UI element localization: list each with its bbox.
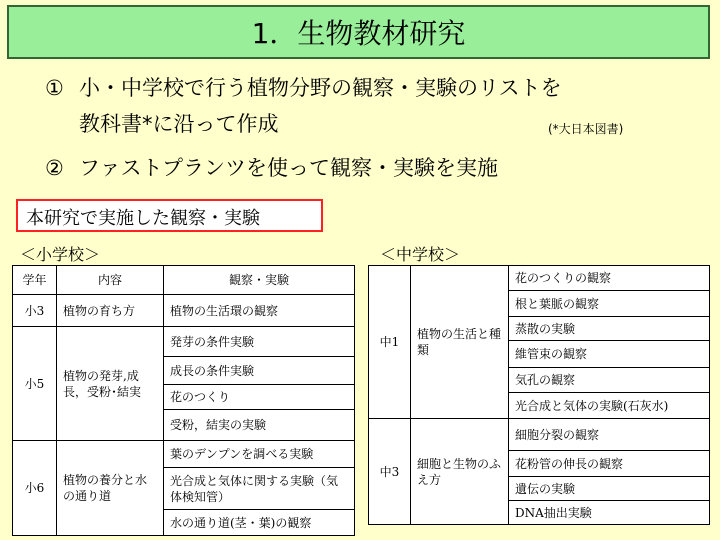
experiment-cell: 根と葉脈の観察 bbox=[509, 291, 710, 317]
content-cell: 細胞と生物のふえ方 bbox=[411, 419, 509, 525]
content-cell: 植物の育ち方 bbox=[57, 295, 164, 327]
item-2-line1: ファストプランツを使って観察・実験を実施 bbox=[79, 156, 498, 180]
experiment-cell: 花粉管の伸長の観察 bbox=[509, 451, 710, 477]
elementary-label: ＜小学校＞ bbox=[20, 245, 101, 264]
experiment-cell: 受粉，結実の実験 bbox=[164, 410, 355, 441]
item-1 bbox=[45, 72, 562, 102]
item-1-number: ① bbox=[45, 76, 64, 100]
experiment-cell: 花のつくり bbox=[164, 385, 355, 410]
table-row bbox=[369, 419, 710, 451]
item-1-line1: 小・中学校で行う植物分野の観察・実験のリストを bbox=[79, 76, 562, 100]
experiment-cell: 維管束の観察 bbox=[509, 341, 710, 368]
item-2-number: ② bbox=[45, 156, 64, 180]
highlight-box: 本研究で実施した観察・実験 bbox=[16, 199, 323, 232]
grade-cell: 中1 bbox=[369, 266, 411, 419]
content-cell: 植物の生活と種類 bbox=[411, 266, 509, 419]
table-row bbox=[13, 327, 355, 357]
junior-label: ＜中学校＞ bbox=[380, 245, 461, 264]
item-1-line2: 教科書*に沿って作成 bbox=[79, 112, 279, 136]
experiment-cell: 植物の生活環の観察 bbox=[164, 295, 355, 327]
content-cell: 植物の発芽,成長，受粉･結実 bbox=[57, 327, 164, 441]
experiment-cell: 発芽の条件実験 bbox=[164, 327, 355, 357]
table-row bbox=[13, 441, 355, 468]
textbook-note: (*大日本図書) bbox=[548, 122, 624, 136]
header-grade: 学年 bbox=[13, 266, 57, 295]
experiment-cell: 光合成と気体に関する実験（気体検知管） bbox=[164, 468, 355, 510]
header-experiment: 観察・実験 bbox=[164, 266, 355, 295]
experiment-cell: 遺伝の実験 bbox=[509, 477, 710, 501]
elementary-table bbox=[12, 265, 355, 536]
grade-cell: 小6 bbox=[13, 441, 57, 536]
slide-title: 1．生物教材研究 bbox=[7, 5, 710, 59]
grade-cell: 中3 bbox=[369, 419, 411, 525]
experiment-cell: DNA抽出実験 bbox=[509, 501, 710, 525]
experiment-cell: 気孔の観察 bbox=[509, 368, 710, 393]
experiment-cell: 細胞分裂の観察 bbox=[509, 419, 710, 451]
grade-cell: 小5 bbox=[13, 327, 57, 441]
experiment-cell: 水の通り道(茎・葉)の観察 bbox=[164, 510, 355, 536]
content-cell: 植物の養分と水の通り道 bbox=[57, 441, 164, 536]
table-row bbox=[13, 295, 355, 327]
experiment-cell: 蒸散の実験 bbox=[509, 317, 710, 341]
item-2 bbox=[45, 152, 498, 182]
experiment-cell: 光合成と気体の実験(石灰水) bbox=[509, 393, 710, 419]
experiment-cell: 花のつくりの観察 bbox=[509, 266, 710, 291]
grade-cell: 小3 bbox=[13, 295, 57, 327]
table-row bbox=[369, 266, 710, 291]
experiment-cell: 葉のデンプンを調べる実験 bbox=[164, 441, 355, 468]
header-content: 内容 bbox=[57, 266, 164, 295]
junior-table bbox=[368, 265, 710, 525]
table-header-row bbox=[13, 266, 355, 295]
experiment-cell: 成長の条件実験 bbox=[164, 357, 355, 385]
